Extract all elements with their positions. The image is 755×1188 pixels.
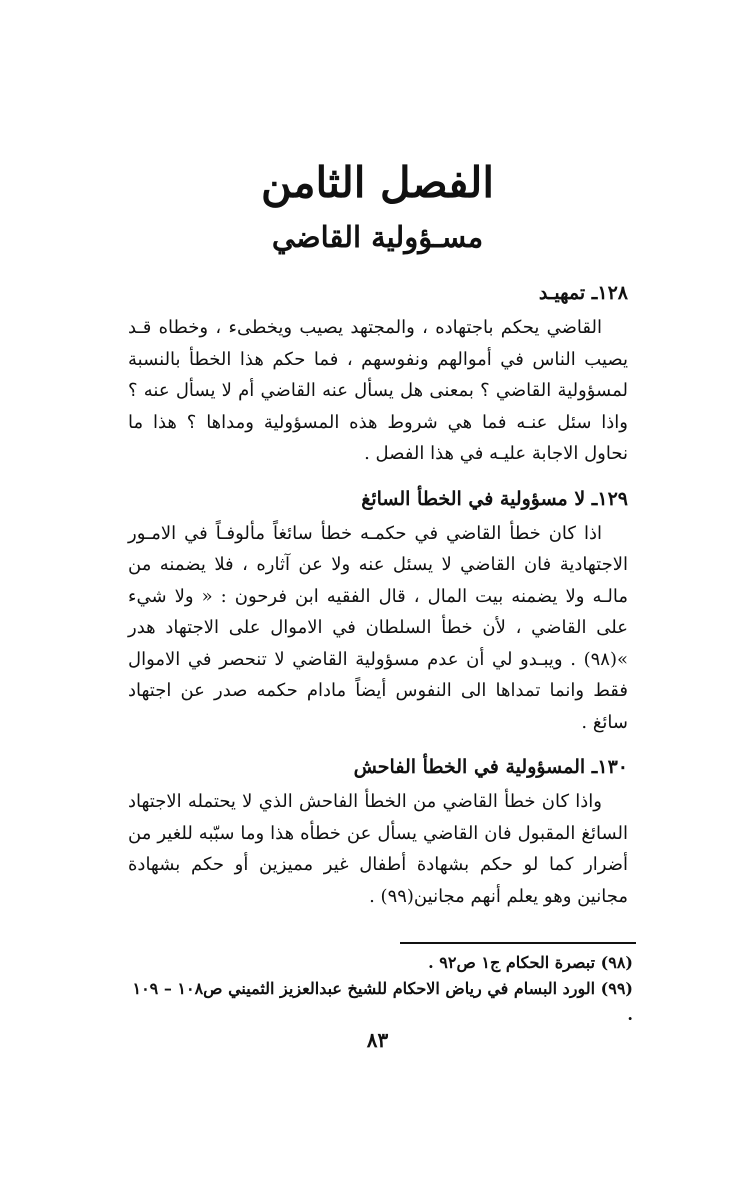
section-paragraph-128: القاضي يحكم باجتهاده ، والمجتهد يصيب ويخطىء ، وخطاه قـد يصيب الناس في أموالهم ونفوسهم ، فما حكم هذا الخطأ بالنسبة لمسؤولية القاضي ؟ بمعنى هل يسأل عنه القاضي أم لا يسأل عنه ؟ واذا سئل عنـه فما هي شروط هذه المسؤولية ومداها ؟ هذا ما نحاول الاجابة عليـه في هذا الفصل . — [128, 317, 628, 464]
section-paragraph-129: اذا كان خطأ القاضي في حكمـه خطأ سائغاً مألوفـاً في الامـور الاجتهادية فان القاضي لا يسئل عنه ولا عن آثاره ، فلا يضمنه من مالـه ولا يضمنه بيت المال ، قال الفقيه ابن فرحون : « ولا شيء على القاضي ، لأن خطأ السلطان في الاموال على الاجتهاد هدر »(٩٨) . ويبـدو لي أن عدم مسؤولية القاضي لا تنحصر في الاموال فقط وانما تمداها الى النفوس أيضاً مادام حكمه صدر عن اجتهاد سائغ . — [128, 522, 628, 733]
section-paragraph-130: واذا كان خطأ القاضي من الخطأ الفاحش الذي لا يحتمله الاجتهاد السائغ المقبول فان القاضي يسأل عن خطأه هذا وما سبّبه للغير من أضرار كما لو حكم بشهادة أطفال غير مميزين أو حكم بشهادة مجانين وهو يعلم أنهم مجانين(٩٩) . — [128, 791, 628, 907]
footnotes — [128, 950, 633, 1028]
body-text — [128, 272, 628, 926]
footnote-divider — [400, 942, 636, 944]
section-heading-128: ١٢٨ـ تمهيـد — [538, 282, 628, 304]
section-heading-130: ١٣٠ـ المسؤولية في الخطأ الفاحش — [353, 756, 628, 778]
section-heading-129: ١٢٩ـ لا مسؤولية في الخطأ السائغ — [361, 487, 628, 510]
page-number: ٨٣ — [366, 1028, 389, 1052]
chapter-title: الفصل الثامن — [261, 158, 494, 207]
footnote-98: (٩٨) تبصرة الحكام ج١ ص٩٢ . — [428, 953, 633, 972]
chapter-subtitle: مسـؤولية القاضي — [271, 220, 484, 254]
footnote-99: (٩٩) الورد البسام في رياض الاحكام للشيخ عبدالعزيز الثميني ص١٠٨ – ١٠٩ . — [132, 979, 633, 1024]
